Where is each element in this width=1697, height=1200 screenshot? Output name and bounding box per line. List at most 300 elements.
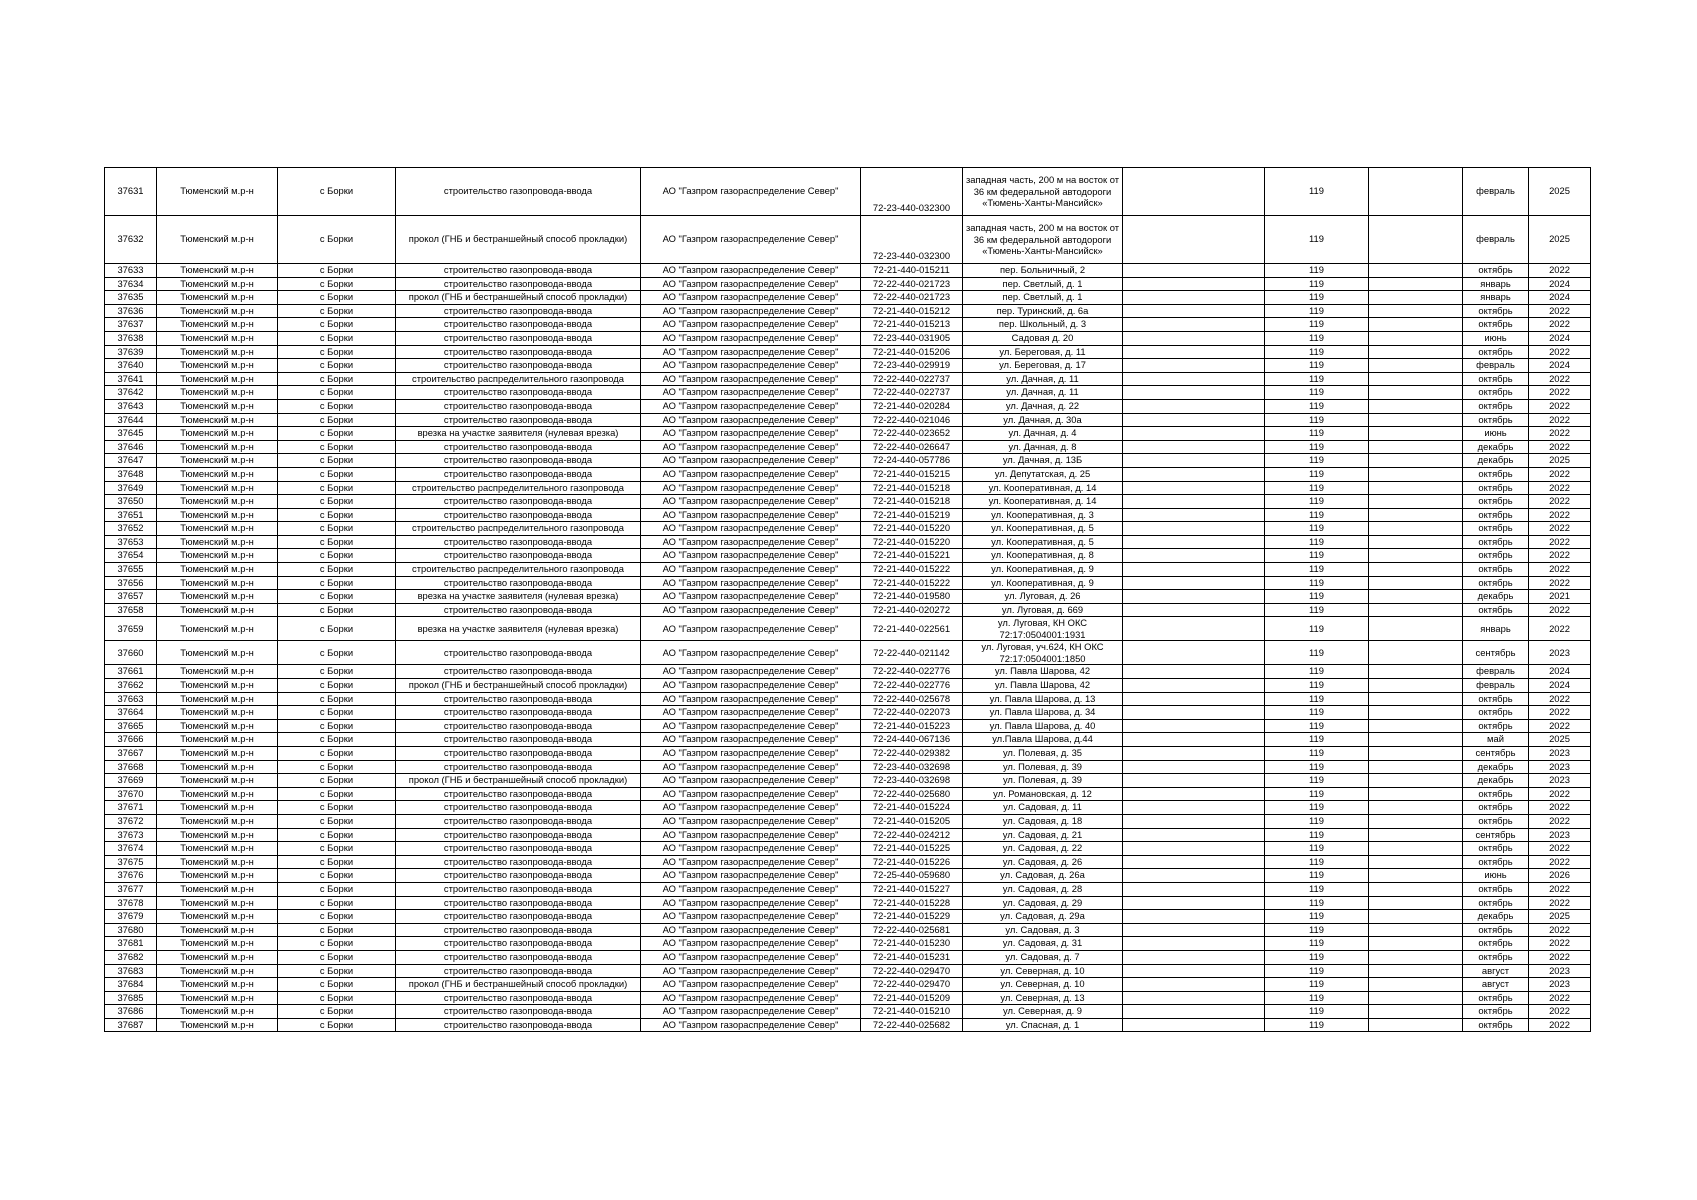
cell-organization: АО "Газпром газораспределение Север"	[641, 814, 861, 828]
cell-settlement: с Борки	[278, 495, 396, 509]
table-row	[105, 719, 1591, 733]
cell-empty-column	[1123, 747, 1265, 761]
cell-year: 2022	[1529, 719, 1591, 733]
cell-work-type: строительство газопровода-ввода	[396, 264, 641, 278]
cell-year: 2022	[1529, 923, 1591, 937]
cell-settlement: с Борки	[278, 910, 396, 924]
cell-settlement: с Борки	[278, 481, 396, 495]
cell-district: Тюменский м.р-н	[157, 692, 278, 706]
cell-settlement: с Борки	[278, 440, 396, 454]
cell-empty-column-2	[1369, 869, 1463, 883]
cell-year: 2022	[1529, 413, 1591, 427]
cell-settlement: с Борки	[278, 617, 396, 641]
cell-row-number: 37636	[105, 304, 157, 318]
cell-row-number: 37659	[105, 617, 157, 641]
cell-code: 119	[1265, 359, 1369, 373]
table-row	[105, 679, 1591, 693]
cell-work-type: строительство газопровода-ввода	[396, 991, 641, 1005]
cell-row-number: 37638	[105, 331, 157, 345]
cell-district: Тюменский м.р-н	[157, 168, 278, 216]
cell-empty-column-2	[1369, 910, 1463, 924]
cell-work-type: строительство газопровода-ввода	[396, 386, 641, 400]
cell-address: ул. Северная, д. 10	[963, 964, 1123, 978]
cell-month: октябрь	[1463, 950, 1529, 964]
cell-address: ул. Кооперативная, д. 14	[963, 495, 1123, 509]
cell-application-number: 72-22-440-022776	[861, 665, 963, 679]
cell-work-type: строительство газопровода-ввода	[396, 440, 641, 454]
table-row	[105, 978, 1591, 992]
cell-empty-column-2	[1369, 842, 1463, 856]
cell-district: Тюменский м.р-н	[157, 910, 278, 924]
cell-month: декабрь	[1463, 454, 1529, 468]
cell-empty-column	[1123, 331, 1265, 345]
cell-settlement: с Борки	[278, 508, 396, 522]
cell-year: 2024	[1529, 679, 1591, 693]
cell-row-number: 37635	[105, 291, 157, 305]
cell-settlement: с Борки	[278, 522, 396, 536]
cell-organization: АО "Газпром газораспределение Север"	[641, 706, 861, 720]
cell-empty-column-2	[1369, 331, 1463, 345]
table-row	[105, 549, 1591, 563]
cell-empty-column	[1123, 535, 1265, 549]
cell-code: 119	[1265, 372, 1369, 386]
cell-settlement: с Борки	[278, 882, 396, 896]
cell-application-number: 72-21-440-015218	[861, 481, 963, 495]
cell-empty-column-2	[1369, 495, 1463, 509]
cell-empty-column	[1123, 679, 1265, 693]
cell-organization: АО "Газпром газораспределение Север"	[641, 359, 861, 373]
cell-settlement: с Борки	[278, 576, 396, 590]
cell-empty-column	[1123, 910, 1265, 924]
cell-empty-column	[1123, 774, 1265, 788]
cell-application-number: 72-21-440-015225	[861, 842, 963, 856]
table-row	[105, 910, 1591, 924]
cell-code: 119	[1265, 706, 1369, 720]
cell-empty-column-2	[1369, 563, 1463, 577]
cell-empty-column	[1123, 923, 1265, 937]
cell-work-type: строительство газопровода-ввода	[396, 814, 641, 828]
cell-settlement: с Борки	[278, 386, 396, 400]
cell-district: Тюменский м.р-н	[157, 937, 278, 951]
cell-empty-column-2	[1369, 679, 1463, 693]
cell-address: ул. Садовая, д. 31	[963, 937, 1123, 951]
cell-settlement: с Борки	[278, 1005, 396, 1019]
cell-work-type: прокол (ГНБ и бестраншейный способ прокладки)	[396, 978, 641, 992]
cell-code: 119	[1265, 576, 1369, 590]
cell-work-type: строительство газопровода-ввода	[396, 950, 641, 964]
table-row	[105, 842, 1591, 856]
cell-empty-column	[1123, 549, 1265, 563]
cell-district: Тюменский м.р-н	[157, 481, 278, 495]
cell-empty-column	[1123, 467, 1265, 481]
cell-empty-column	[1123, 372, 1265, 386]
cell-year: 2022	[1529, 549, 1591, 563]
cell-month: сентябрь	[1463, 641, 1529, 665]
cell-district: Тюменский м.р-н	[157, 641, 278, 665]
cell-work-type: строительство газопровода-ввода	[396, 168, 641, 216]
table-row	[105, 399, 1591, 413]
cell-organization: АО "Газпром газораспределение Север"	[641, 603, 861, 617]
cell-settlement: с Борки	[278, 291, 396, 305]
cell-district: Тюменский м.р-н	[157, 814, 278, 828]
cell-organization: АО "Газпром газораспределение Север"	[641, 692, 861, 706]
cell-work-type: строительство газопровода-ввода	[396, 910, 641, 924]
cell-year: 2022	[1529, 1005, 1591, 1019]
table-row	[105, 264, 1591, 278]
cell-application-number: 72-21-440-015220	[861, 522, 963, 536]
cell-empty-column-2	[1369, 467, 1463, 481]
cell-district: Тюменский м.р-н	[157, 359, 278, 373]
cell-month: октябрь	[1463, 495, 1529, 509]
cell-row-number: 37657	[105, 590, 157, 604]
cell-organization: АО "Газпром газораспределение Север"	[641, 733, 861, 747]
table-row	[105, 495, 1591, 509]
cell-month: февраль	[1463, 168, 1529, 216]
table-row	[105, 760, 1591, 774]
cell-application-number: 72-23-440-031905	[861, 331, 963, 345]
cell-address: ул. Северная, д. 13	[963, 991, 1123, 1005]
cell-row-number: 37653	[105, 535, 157, 549]
cell-address: ул. Северная, д. 10	[963, 978, 1123, 992]
cell-settlement: с Борки	[278, 828, 396, 842]
cell-empty-column-2	[1369, 216, 1463, 264]
cell-empty-column-2	[1369, 978, 1463, 992]
cell-settlement: с Борки	[278, 692, 396, 706]
cell-empty-column	[1123, 481, 1265, 495]
cell-empty-column	[1123, 855, 1265, 869]
cell-year: 2022	[1529, 386, 1591, 400]
cell-row-number: 37678	[105, 896, 157, 910]
table-row	[105, 291, 1591, 305]
table-row	[105, 665, 1591, 679]
cell-code: 119	[1265, 910, 1369, 924]
cell-empty-column-2	[1369, 801, 1463, 815]
cell-district: Тюменский м.р-н	[157, 923, 278, 937]
cell-year: 2025	[1529, 910, 1591, 924]
cell-application-number: 72-21-440-015205	[861, 814, 963, 828]
cell-work-type: строительство газопровода-ввода	[396, 641, 641, 665]
cell-month: октябрь	[1463, 467, 1529, 481]
cell-year: 2022	[1529, 427, 1591, 441]
cell-year: 2022	[1529, 692, 1591, 706]
cell-month: декабрь	[1463, 440, 1529, 454]
cell-organization: АО "Газпром газораспределение Север"	[641, 372, 861, 386]
cell-application-number: 72-21-440-015209	[861, 991, 963, 1005]
cell-code: 119	[1265, 923, 1369, 937]
cell-empty-column-2	[1369, 264, 1463, 278]
cell-address: пер. Больничный, 2	[963, 264, 1123, 278]
cell-address: пер. Туринский, д. 6а	[963, 304, 1123, 318]
cell-address: ул. Павла Шарова, д. 34	[963, 706, 1123, 720]
cell-code: 119	[1265, 440, 1369, 454]
cell-code: 119	[1265, 760, 1369, 774]
cell-address: ул. Кооперативная, д. 9	[963, 576, 1123, 590]
table-row	[105, 216, 1591, 264]
cell-district: Тюменский м.р-н	[157, 706, 278, 720]
cell-year: 2022	[1529, 896, 1591, 910]
cell-row-number: 37673	[105, 828, 157, 842]
cell-district: Тюменский м.р-н	[157, 733, 278, 747]
cell-settlement: с Борки	[278, 896, 396, 910]
cell-work-type: строительство газопровода-ввода	[396, 733, 641, 747]
cell-empty-column-2	[1369, 882, 1463, 896]
table-row	[105, 692, 1591, 706]
cell-empty-column	[1123, 495, 1265, 509]
cell-empty-column-2	[1369, 896, 1463, 910]
table-row	[105, 345, 1591, 359]
cell-empty-column-2	[1369, 372, 1463, 386]
cell-work-type: строительство газопровода-ввода	[396, 508, 641, 522]
cell-empty-column	[1123, 216, 1265, 264]
cell-code: 119	[1265, 719, 1369, 733]
cell-month: октябрь	[1463, 481, 1529, 495]
cell-month: октябрь	[1463, 576, 1529, 590]
cell-code: 119	[1265, 454, 1369, 468]
cell-month: октябрь	[1463, 787, 1529, 801]
cell-work-type: строительство газопровода-ввода	[396, 495, 641, 509]
cell-empty-column	[1123, 454, 1265, 468]
cell-settlement: с Борки	[278, 264, 396, 278]
cell-address: ул. Павла Шарова, 42	[963, 679, 1123, 693]
cell-address: западная часть, 200 м на восток от 36 км федеральной автодороги «Тюмень-Ханты-Мансийск»	[963, 168, 1123, 216]
cell-year: 2022	[1529, 706, 1591, 720]
cell-code: 119	[1265, 264, 1369, 278]
cell-year: 2022	[1529, 481, 1591, 495]
cell-address: ул. Дачная, д. 11	[963, 386, 1123, 400]
cell-month: январь	[1463, 291, 1529, 305]
cell-work-type: строительство распределительного газопровода	[396, 481, 641, 495]
cell-code: 119	[1265, 991, 1369, 1005]
cell-address: ул. Садовая, д. 29а	[963, 910, 1123, 924]
cell-application-number: 72-22-440-022776	[861, 679, 963, 693]
cell-district: Тюменский м.р-н	[157, 549, 278, 563]
cell-empty-column	[1123, 264, 1265, 278]
cell-application-number: 72-24-440-057786	[861, 454, 963, 468]
table-row	[105, 481, 1591, 495]
cell-month: июнь	[1463, 331, 1529, 345]
cell-application-number: 72-21-440-015210	[861, 1005, 963, 1019]
cell-settlement: с Борки	[278, 345, 396, 359]
cell-code: 119	[1265, 427, 1369, 441]
cell-month: сентябрь	[1463, 828, 1529, 842]
cell-row-number: 37687	[105, 1018, 157, 1032]
cell-address: ул. Луговая, уч.624, КН ОКС 72:17:0504001:1850	[963, 641, 1123, 665]
cell-district: Тюменский м.р-н	[157, 801, 278, 815]
cell-organization: АО "Газпром газораспределение Север"	[641, 522, 861, 536]
cell-code: 119	[1265, 216, 1369, 264]
table-row	[105, 882, 1591, 896]
cell-application-number: 72-23-440-032698	[861, 760, 963, 774]
cell-application-number: 72-22-440-025682	[861, 1018, 963, 1032]
cell-empty-column	[1123, 842, 1265, 856]
table-row	[105, 801, 1591, 815]
cell-organization: АО "Газпром газораспределение Север"	[641, 216, 861, 264]
cell-district: Тюменский м.р-н	[157, 617, 278, 641]
cell-settlement: с Борки	[278, 359, 396, 373]
cell-district: Тюменский м.р-н	[157, 603, 278, 617]
table-row	[105, 950, 1591, 964]
cell-empty-column	[1123, 345, 1265, 359]
cell-work-type: строительство распределительного газопровода	[396, 372, 641, 386]
cell-month: октябрь	[1463, 522, 1529, 536]
cell-empty-column-2	[1369, 665, 1463, 679]
cell-year: 2023	[1529, 747, 1591, 761]
cell-code: 119	[1265, 747, 1369, 761]
cell-empty-column	[1123, 617, 1265, 641]
cell-month: октябрь	[1463, 719, 1529, 733]
cell-organization: АО "Газпром газораспределение Север"	[641, 495, 861, 509]
cell-empty-column	[1123, 399, 1265, 413]
cell-empty-column	[1123, 950, 1265, 964]
cell-settlement: с Борки	[278, 842, 396, 856]
cell-organization: АО "Газпром газораспределение Север"	[641, 1018, 861, 1032]
cell-organization: АО "Газпром газораспределение Север"	[641, 264, 861, 278]
cell-settlement: с Борки	[278, 454, 396, 468]
cell-organization: АО "Газпром газораспределение Север"	[641, 413, 861, 427]
cell-empty-column-2	[1369, 950, 1463, 964]
cell-year: 2025	[1529, 168, 1591, 216]
cell-address: ул. Кооперативная, д. 5	[963, 522, 1123, 536]
cell-year: 2024	[1529, 665, 1591, 679]
cell-month: декабрь	[1463, 590, 1529, 604]
cell-district: Тюменский м.р-н	[157, 964, 278, 978]
cell-empty-column-2	[1369, 937, 1463, 951]
cell-settlement: с Борки	[278, 399, 396, 413]
cell-organization: АО "Газпром газораспределение Север"	[641, 910, 861, 924]
cell-year: 2023	[1529, 641, 1591, 665]
cell-work-type: строительство газопровода-ввода	[396, 413, 641, 427]
cell-code: 119	[1265, 386, 1369, 400]
cell-row-number: 37654	[105, 549, 157, 563]
cell-address: ул. Дачная, д. 4	[963, 427, 1123, 441]
cell-month: октябрь	[1463, 345, 1529, 359]
cell-month: октябрь	[1463, 896, 1529, 910]
cell-work-type: строительство газопровода-ввода	[396, 828, 641, 842]
cell-month: октябрь	[1463, 706, 1529, 720]
cell-empty-column	[1123, 168, 1265, 216]
cell-empty-column-2	[1369, 641, 1463, 665]
cell-empty-column-2	[1369, 508, 1463, 522]
cell-address: ул. Садовая, д. 22	[963, 842, 1123, 856]
cell-settlement: с Борки	[278, 535, 396, 549]
cell-organization: АО "Газпром газораспределение Север"	[641, 896, 861, 910]
cell-empty-column	[1123, 590, 1265, 604]
cell-row-number: 37667	[105, 747, 157, 761]
cell-row-number: 37664	[105, 706, 157, 720]
cell-application-number: 72-22-440-029382	[861, 747, 963, 761]
cell-row-number: 37632	[105, 216, 157, 264]
cell-year: 2025	[1529, 216, 1591, 264]
cell-year: 2022	[1529, 882, 1591, 896]
cell-month: февраль	[1463, 665, 1529, 679]
cell-year: 2024	[1529, 359, 1591, 373]
cell-district: Тюменский м.р-н	[157, 563, 278, 577]
cell-district: Тюменский м.р-н	[157, 719, 278, 733]
cell-row-number: 37634	[105, 277, 157, 291]
cell-year: 2022	[1529, 304, 1591, 318]
cell-empty-column-2	[1369, 617, 1463, 641]
cell-year: 2026	[1529, 869, 1591, 883]
cell-organization: АО "Газпром газораспределение Север"	[641, 331, 861, 345]
cell-row-number: 37683	[105, 964, 157, 978]
cell-row-number: 37661	[105, 665, 157, 679]
cell-month: октябрь	[1463, 304, 1529, 318]
cell-empty-column	[1123, 692, 1265, 706]
cell-year: 2022	[1529, 950, 1591, 964]
table-row	[105, 964, 1591, 978]
cell-row-number: 37641	[105, 372, 157, 386]
cell-year: 2023	[1529, 760, 1591, 774]
cell-settlement: с Борки	[278, 964, 396, 978]
cell-code: 119	[1265, 590, 1369, 604]
table-row	[105, 427, 1591, 441]
cell-row-number: 37647	[105, 454, 157, 468]
cell-year: 2022	[1529, 522, 1591, 536]
table-row	[105, 590, 1591, 604]
cell-empty-column-2	[1369, 304, 1463, 318]
cell-work-type: строительство газопровода-ввода	[396, 318, 641, 332]
cell-district: Тюменский м.р-н	[157, 950, 278, 964]
cell-application-number: 72-21-440-015221	[861, 549, 963, 563]
cell-empty-column-2	[1369, 440, 1463, 454]
cell-month: октябрь	[1463, 882, 1529, 896]
cell-work-type: строительство газопровода-ввода	[396, 576, 641, 590]
cell-empty-column-2	[1369, 1018, 1463, 1032]
cell-organization: АО "Газпром газораспределение Север"	[641, 576, 861, 590]
cell-empty-column	[1123, 318, 1265, 332]
table-row	[105, 508, 1591, 522]
cell-district: Тюменский м.р-н	[157, 522, 278, 536]
cell-year: 2024	[1529, 291, 1591, 305]
cell-empty-column-2	[1369, 774, 1463, 788]
cell-row-number: 37679	[105, 910, 157, 924]
cell-month: октябрь	[1463, 399, 1529, 413]
cell-empty-column	[1123, 964, 1265, 978]
table-row	[105, 359, 1591, 373]
cell-address: ул. Дачная, д. 11	[963, 372, 1123, 386]
cell-address: ул. Кооперативная, д. 9	[963, 563, 1123, 577]
cell-row-number: 37658	[105, 603, 157, 617]
cell-address: ул. Павла Шарова, д. 40	[963, 719, 1123, 733]
cell-organization: АО "Газпром газораспределение Север"	[641, 842, 861, 856]
cell-code: 119	[1265, 318, 1369, 332]
cell-settlement: с Борки	[278, 168, 396, 216]
cell-district: Тюменский м.р-н	[157, 787, 278, 801]
cell-empty-column-2	[1369, 576, 1463, 590]
cell-month: октябрь	[1463, 814, 1529, 828]
cell-application-number: 72-21-440-015222	[861, 576, 963, 590]
cell-address: Садовая д. 20	[963, 331, 1123, 345]
cell-application-number: 72-25-440-059680	[861, 869, 963, 883]
cell-empty-column-2	[1369, 454, 1463, 468]
cell-code: 119	[1265, 801, 1369, 815]
cell-settlement: с Борки	[278, 549, 396, 563]
cell-year: 2022	[1529, 842, 1591, 856]
cell-year: 2025	[1529, 733, 1591, 747]
table-row	[105, 318, 1591, 332]
cell-settlement: с Борки	[278, 372, 396, 386]
table-row	[105, 937, 1591, 951]
cell-work-type: прокол (ГНБ и бестраншейный способ прокладки)	[396, 679, 641, 693]
table-row	[105, 372, 1591, 386]
cell-work-type: строительство газопровода-ввода	[396, 331, 641, 345]
cell-row-number: 37645	[105, 427, 157, 441]
cell-work-type: строительство газопровода-ввода	[396, 706, 641, 720]
cell-code: 119	[1265, 617, 1369, 641]
cell-code: 119	[1265, 937, 1369, 951]
cell-address: ул. Садовая, д. 21	[963, 828, 1123, 842]
cell-organization: АО "Газпром газораспределение Север"	[641, 535, 861, 549]
